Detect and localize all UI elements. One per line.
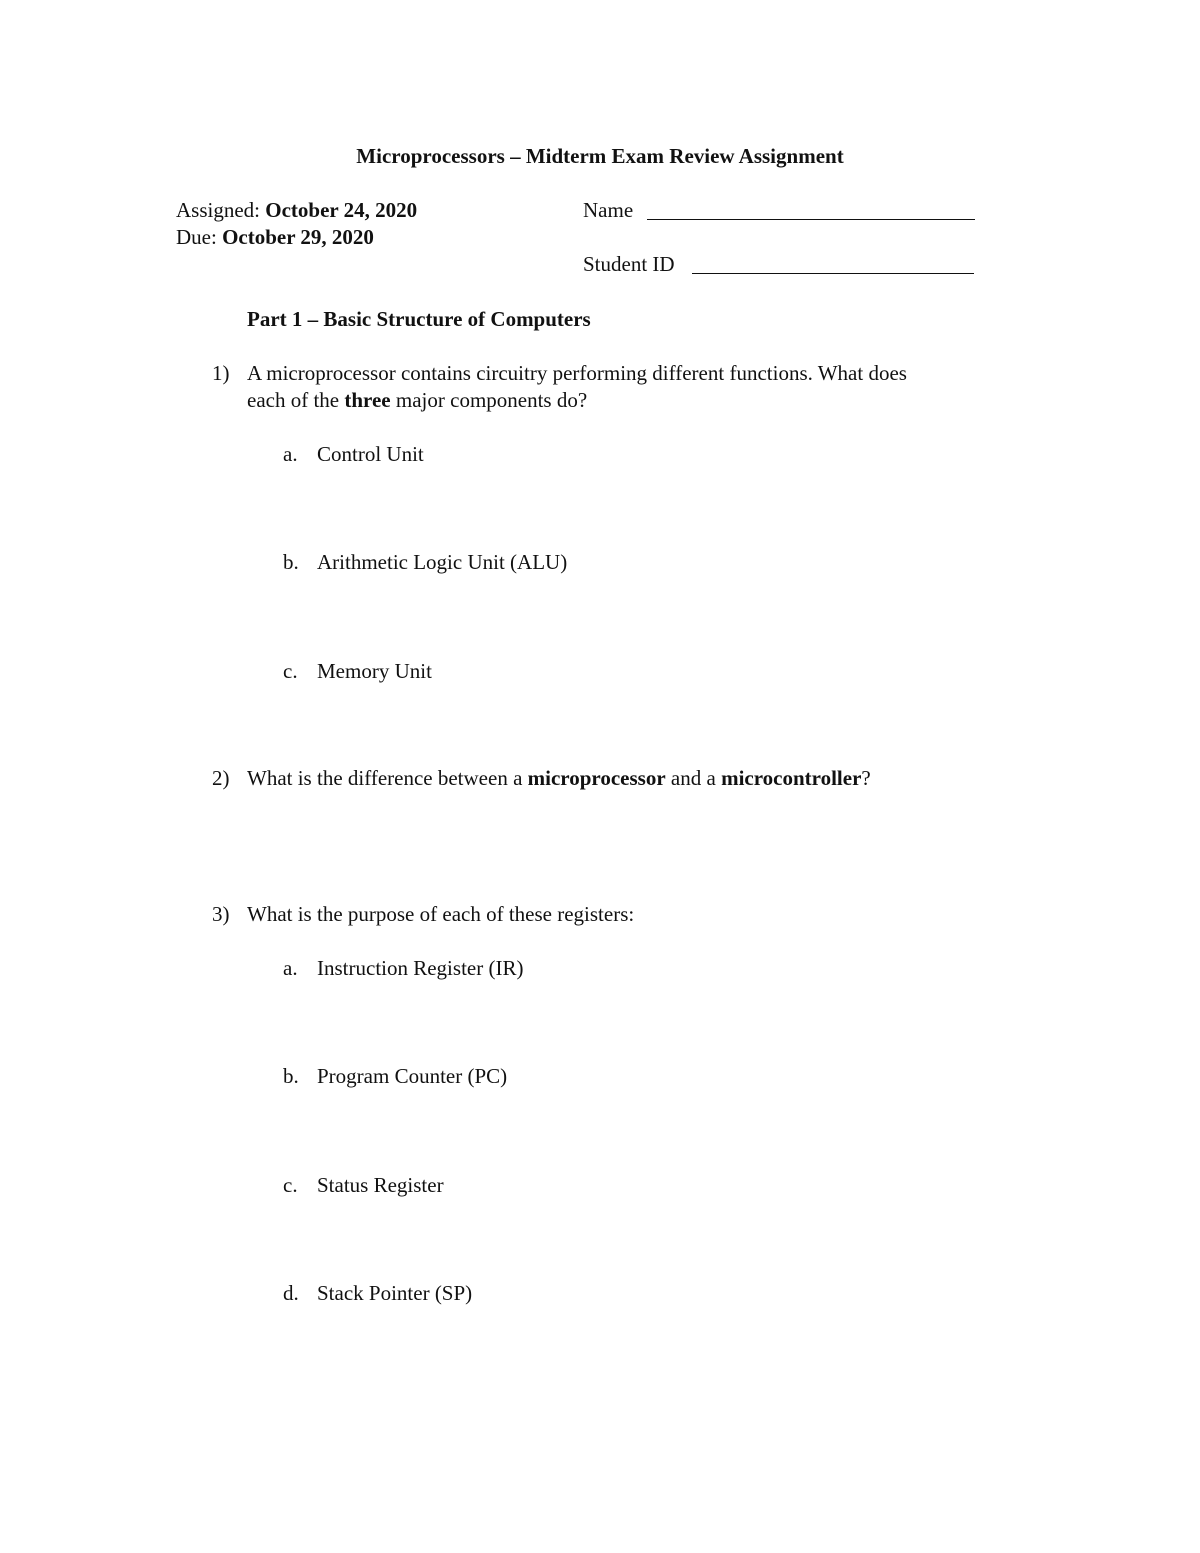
question-3-item-d-text: Stack Pointer (SP) <box>317 1281 473 1305</box>
question-3-item-a-letter: a. <box>283 956 298 980</box>
assigned-label: Assigned: <box>176 198 266 222</box>
student-id-blank-line[interactable] <box>692 273 974 274</box>
question-1-item-b-text: Arithmetic Logic Unit (ALU) <box>317 550 568 574</box>
question-1-emphasis: three <box>344 388 391 412</box>
question-3-item-c-text: Status Register <box>317 1173 444 1197</box>
name-blank-line[interactable] <box>647 219 975 220</box>
due-date: October 29, 2020 <box>222 225 374 249</box>
question-1-item-c-letter: c. <box>283 659 298 683</box>
question-3-text: What is the purpose of each of these registers: <box>247 902 635 926</box>
question-2-term-microcontroller: microcontroller <box>721 766 862 790</box>
question-1-item-c-text: Memory Unit <box>317 659 432 683</box>
part-heading: Part 1 – Basic Structure of Computers <box>247 307 591 331</box>
question-2-text <box>247 765 871 792</box>
question-1-item-a-text: Control Unit <box>317 442 424 466</box>
due-label: Due: <box>176 225 223 249</box>
question-3-item-a-text: Instruction Register (IR) <box>317 956 524 980</box>
question-3-item-b-text: Program Counter (PC) <box>317 1064 508 1088</box>
question-1-number: 1) <box>212 361 230 385</box>
assigned-line <box>176 197 417 224</box>
document-title: Microprocessors – Midterm Exam Review Assignment <box>356 144 844 168</box>
name-label: Name <box>583 198 634 222</box>
student-id-label: Student ID <box>583 252 675 276</box>
question-2-text-mid: and a <box>665 766 722 790</box>
question-2-number: 2) <box>212 766 230 790</box>
question-2-term-microprocessor: microprocessor <box>527 766 666 790</box>
question-1-line-2 <box>247 387 587 414</box>
due-line <box>176 224 374 251</box>
question-3-number: 3) <box>212 902 230 926</box>
question-3-item-b-letter: b. <box>283 1064 299 1088</box>
question-2-text-end: ? <box>861 766 871 790</box>
question-1-text: each of the <box>247 388 345 412</box>
question-3-item-c-letter: c. <box>283 1173 298 1197</box>
question-2-text-start: What is the difference between a <box>247 766 528 790</box>
question-1-text-end: major components do? <box>390 388 588 412</box>
question-1-item-a-letter: a. <box>283 442 298 466</box>
question-1-line-1: A microprocessor contains circuitry performing different functions. What does <box>247 361 907 385</box>
assigned-date: October 24, 2020 <box>265 198 418 222</box>
question-3-item-d-letter: d. <box>283 1281 299 1305</box>
question-1-item-b-letter: b. <box>283 550 299 574</box>
